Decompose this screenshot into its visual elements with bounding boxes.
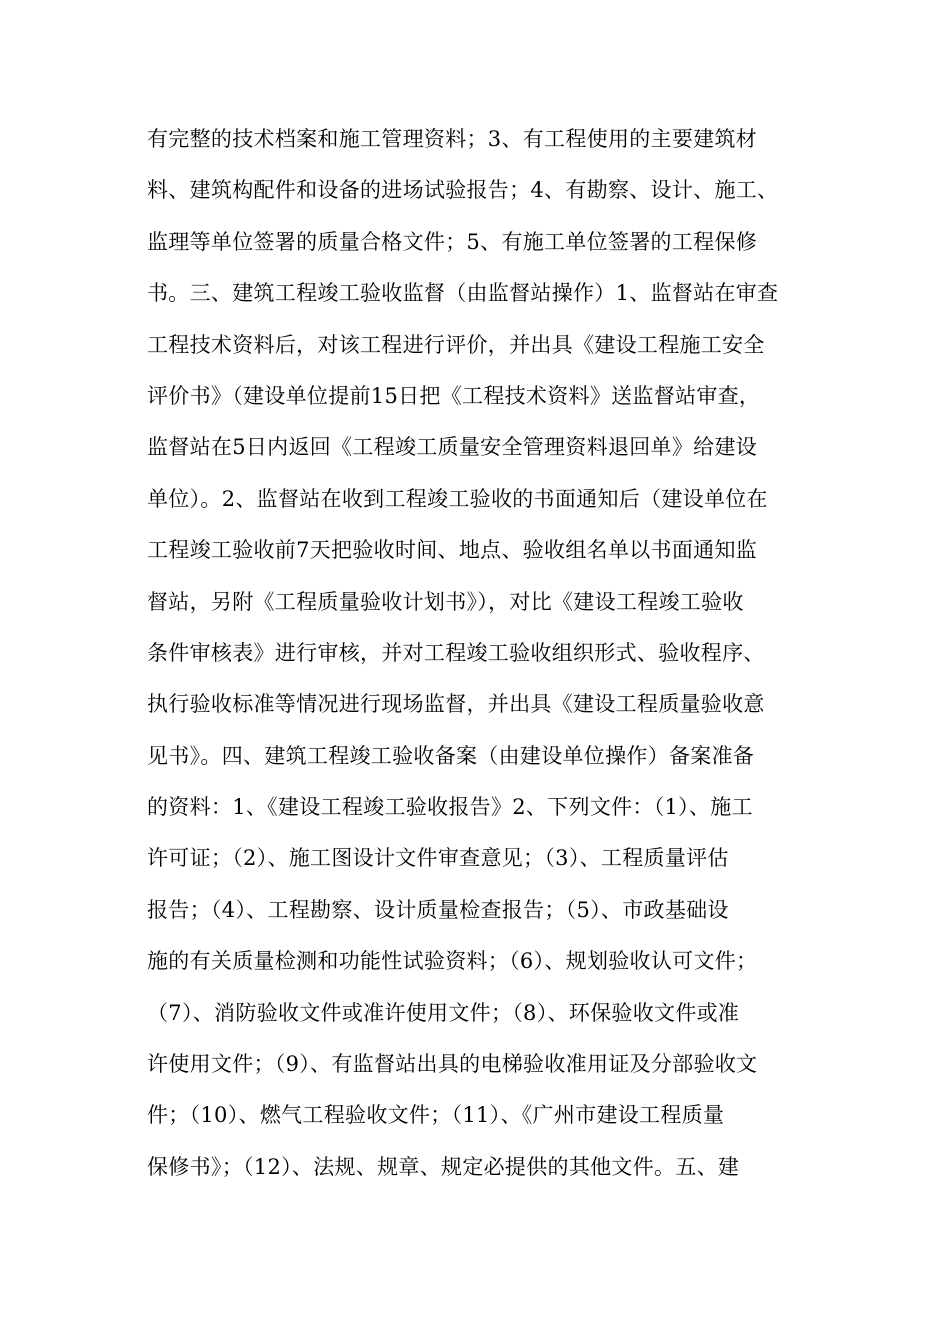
- text-line-11: 条件审核表》进行审核，并对工程竣工验收组织形式、验收程序、: [147, 640, 765, 665]
- text-line-5: 工程技术资料后，对该工程进行评价，并出具《建设工程施工安全: [147, 332, 765, 357]
- text-line-21: 保修书》；（12）、法规、规章、规定必提供的其他文件。五、建: [147, 1154, 740, 1179]
- text-line-15: 许可证；（2）、施工图设计文件审查意见；（3）、工程质量评估: [147, 846, 729, 871]
- text-line-7: 监督站在5日内返回《工程竣工质量安全管理资料退回单》给建设: [147, 435, 758, 460]
- body-text: [147, 114, 827, 1193]
- text-line-3: 监理等单位签署的质量合格文件；5、有施工单位签署的工程保修: [147, 229, 758, 254]
- text-line-8: 单位）。2、监督站在收到工程竣工验收的书面通知后（建设单位在: [147, 486, 768, 511]
- text-line-16: 报告；（4）、工程勘察、设计质量检查报告；（5）、市政基础设: [147, 897, 729, 922]
- text-line-1: 有完整的技术档案和施工管理资料；3、有工程使用的主要建筑材: [147, 127, 758, 151]
- text-line-17: 施的有关质量检测和功能性试验资料；（6）、规划验收认可文件；: [147, 949, 758, 974]
- text-line-19: 许使用文件；（9）、有监督站出具的电梯验收准用证及分部验收文: [147, 1052, 758, 1077]
- text-line-20: 件；（10）、燃气工程验收文件；（11）、《广州市建设工程质量: [147, 1103, 725, 1128]
- text-line-4: 书。三、建筑工程竣工验收监督（由监督站操作）1、监督站在审查: [147, 281, 779, 306]
- text-line-9: 工程竣工验收前7天把验收时间、地点、验收组名单以书面通知监: [147, 538, 758, 563]
- text-line-10: 督站，另附《工程质量验收计划书》），对比《建设工程竣工验收: [147, 589, 744, 614]
- text-line-18: （7）、消防验收文件或准许使用文件；（8）、环保验收文件或准: [147, 1000, 740, 1025]
- text-line-12: 执行验收标准等情况进行现场监督，并出具《建设工程质量验收意: [147, 692, 765, 717]
- text-line-2: 料、建筑构配件和设备的进场试验报告；4、有勘察、设计、施工、: [147, 178, 779, 203]
- text-line-13: 见书》。四、建筑工程竣工验收备案（由建设单位操作）备案准备: [147, 743, 755, 768]
- text-line-14: 的资料：1、《建设工程竣工验收报告》2、下列文件：（1）、施工: [147, 795, 753, 820]
- text-line-6: 评价书》（建设单位提前15日把《工程技术资料》送监督站审查，: [147, 383, 761, 408]
